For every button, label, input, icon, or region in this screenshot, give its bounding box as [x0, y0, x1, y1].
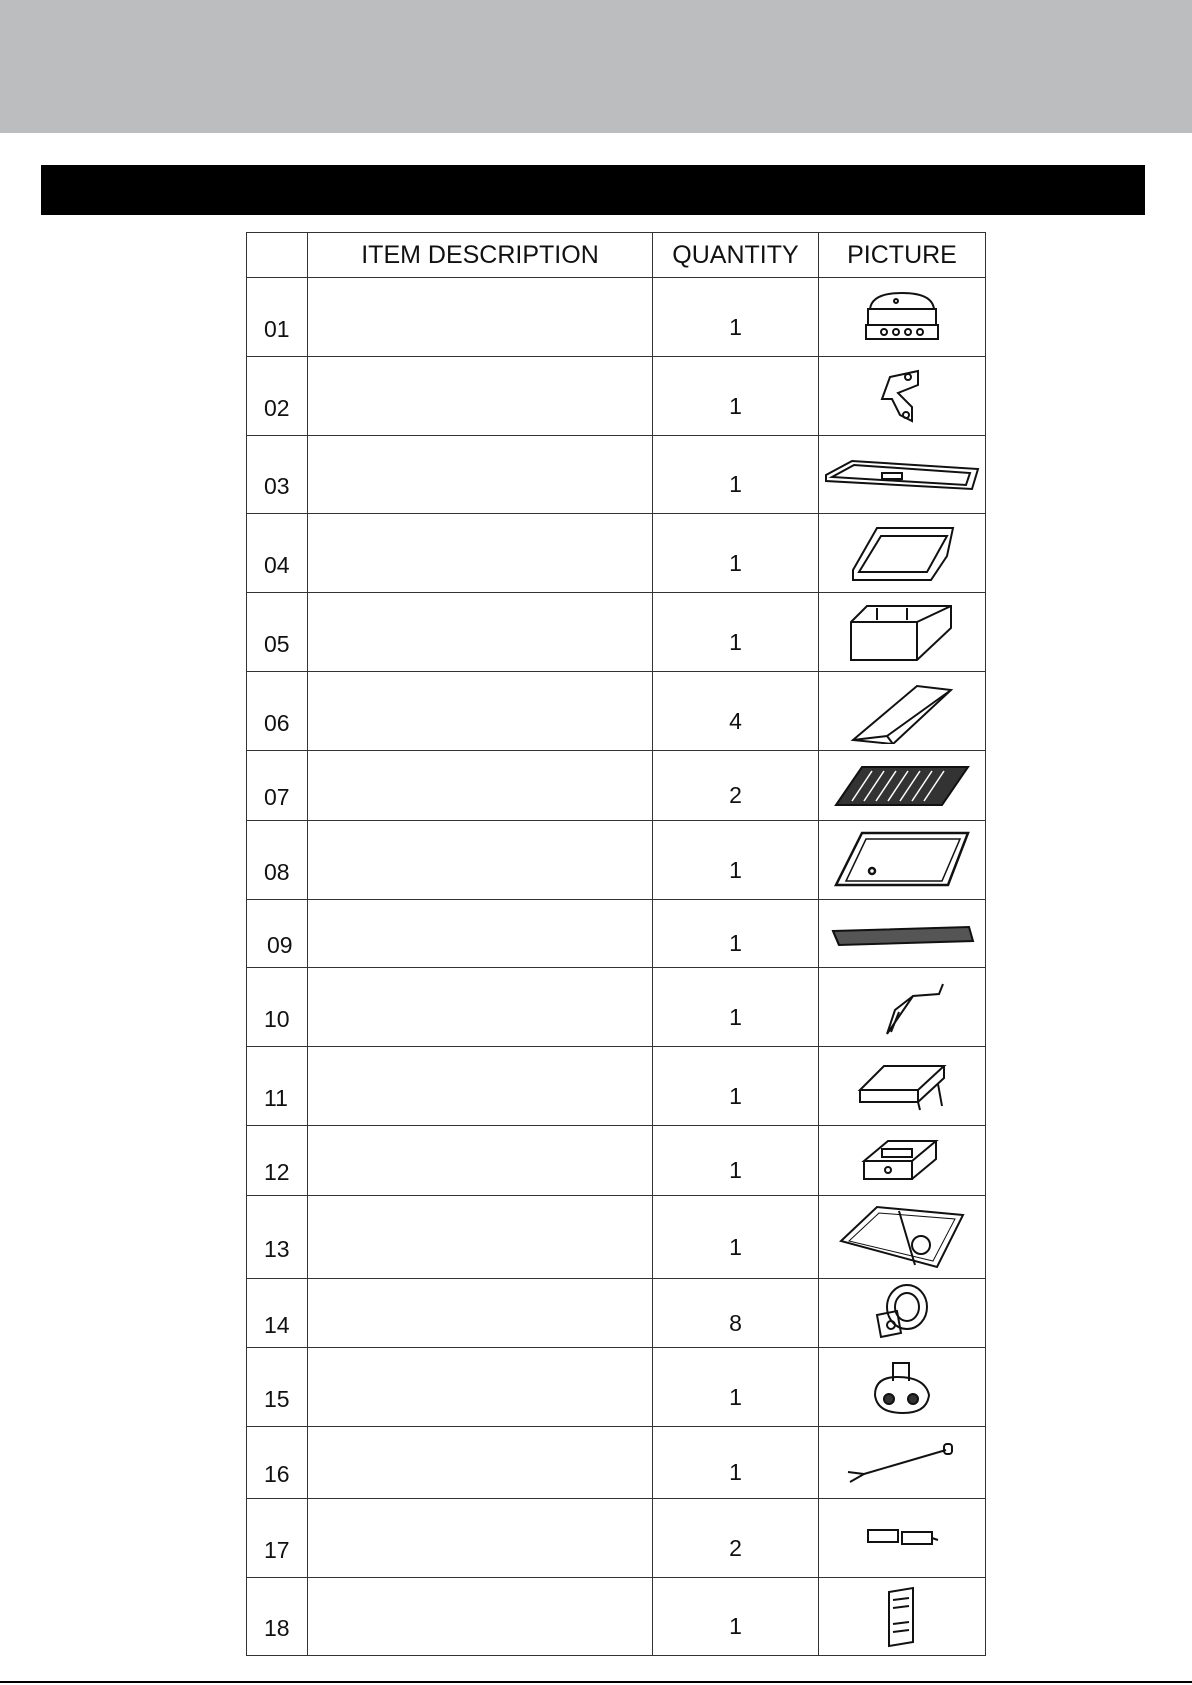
item-number: 08 — [247, 821, 308, 900]
item-number: 18 — [247, 1578, 308, 1656]
item-number: 13 — [247, 1196, 308, 1279]
item-quantity: 1 — [653, 1348, 819, 1427]
table-row — [247, 1578, 986, 1656]
flame-tamer-icon — [847, 678, 957, 744]
table-header-row — [247, 233, 986, 278]
item-quantity: 8 — [653, 1279, 819, 1348]
item-picture — [819, 1126, 986, 1196]
item-number: 04 — [247, 514, 308, 593]
side-burner-icon — [854, 1135, 950, 1187]
header-band — [0, 0, 1192, 133]
item-number: 16 — [247, 1427, 308, 1499]
manual-booklet-icon — [877, 1584, 927, 1650]
side-burner-cover-icon — [854, 1056, 950, 1116]
item-description — [308, 672, 653, 751]
item-quantity: 1 — [653, 436, 819, 514]
item-quantity: 1 — [653, 821, 819, 900]
item-quantity: 1 — [653, 1126, 819, 1196]
warming-rack-icon — [829, 917, 975, 951]
item-description — [308, 1279, 653, 1348]
control-knob-icon — [867, 1281, 937, 1345]
table-row — [247, 593, 986, 672]
table-row — [247, 436, 986, 514]
item-picture — [819, 900, 986, 968]
table-row — [247, 1196, 986, 1279]
item-picture — [819, 514, 986, 593]
item-description — [308, 821, 653, 900]
regulator-icon — [867, 1355, 937, 1419]
table-row — [247, 1279, 986, 1348]
item-quantity: 1 — [653, 1047, 819, 1126]
item-number: 05 — [247, 593, 308, 672]
grate-lifter-icon — [847, 974, 957, 1040]
item-description — [308, 1578, 653, 1656]
table-row — [247, 968, 986, 1047]
item-description — [308, 1499, 653, 1578]
item-picture — [819, 1047, 986, 1126]
header-item-description: ITEM DESCRIPTION — [308, 233, 653, 278]
table-row — [247, 1499, 986, 1578]
item-quantity: 2 — [653, 751, 819, 821]
item-quantity: 1 — [653, 593, 819, 672]
item-number: 09 — [247, 900, 308, 968]
table-row — [247, 900, 986, 968]
item-number: 15 — [247, 1348, 308, 1427]
hinge-clip-icon — [862, 1518, 942, 1558]
item-quantity: 1 — [653, 900, 819, 968]
item-picture — [819, 672, 986, 751]
item-description — [308, 968, 653, 1047]
item-picture — [819, 1499, 986, 1578]
item-number: 02 — [247, 357, 308, 436]
item-number: 11 — [247, 1047, 308, 1126]
grease-pan-icon — [847, 520, 957, 586]
item-quantity: 4 — [653, 672, 819, 751]
item-description — [308, 900, 653, 968]
header-quantity: QUANTITY — [653, 233, 819, 278]
item-number: 07 — [247, 751, 308, 821]
item-picture — [819, 751, 986, 821]
table-row — [247, 357, 986, 436]
item-description — [308, 278, 653, 357]
section-title-bar — [41, 165, 1145, 215]
rotisserie-rod-icon — [844, 1438, 960, 1488]
item-description — [308, 751, 653, 821]
item-picture — [819, 357, 986, 436]
header-picture: PICTURE — [819, 233, 986, 278]
item-quantity: 1 — [653, 514, 819, 593]
table-row — [247, 1348, 986, 1427]
item-picture — [819, 278, 986, 357]
item-description — [308, 1047, 653, 1126]
table-row — [247, 514, 986, 593]
item-quantity: 1 — [653, 278, 819, 357]
cooking-grate-icon — [832, 761, 972, 811]
item-quantity: 1 — [653, 357, 819, 436]
item-description — [308, 1196, 653, 1279]
grill-head-icon — [862, 287, 942, 347]
item-number: 01 — [247, 278, 308, 357]
table-row — [247, 672, 986, 751]
item-description — [308, 1348, 653, 1427]
item-picture — [819, 1279, 986, 1348]
item-quantity: 1 — [653, 968, 819, 1047]
item-description — [308, 436, 653, 514]
table-row — [247, 1126, 986, 1196]
griddle-plate-icon — [832, 827, 972, 893]
item-description — [308, 1126, 653, 1196]
item-description — [308, 514, 653, 593]
item-description — [308, 593, 653, 672]
drip-tray-icon — [822, 453, 982, 497]
item-number: 17 — [247, 1499, 308, 1578]
item-number: 12 — [247, 1126, 308, 1196]
table-row — [247, 1427, 986, 1499]
item-picture — [819, 968, 986, 1047]
heat-box-icon — [847, 600, 957, 664]
table-row — [247, 1047, 986, 1126]
bracket-icon — [872, 365, 932, 427]
table-row — [247, 821, 986, 900]
table-row — [247, 751, 986, 821]
item-picture — [819, 821, 986, 900]
item-quantity: 2 — [653, 1499, 819, 1578]
item-description — [308, 1427, 653, 1499]
base-frame-icon — [837, 1201, 967, 1273]
item-quantity: 1 — [653, 1196, 819, 1279]
item-quantity: 1 — [653, 1427, 819, 1499]
item-description — [308, 357, 653, 436]
table-row — [247, 278, 986, 357]
item-picture — [819, 593, 986, 672]
item-number: 10 — [247, 968, 308, 1047]
header-number — [247, 233, 308, 278]
item-picture — [819, 1348, 986, 1427]
item-picture — [819, 1196, 986, 1279]
item-number: 06 — [247, 672, 308, 751]
item-picture — [819, 1427, 986, 1499]
item-quantity: 1 — [653, 1578, 819, 1656]
parts-list-table — [246, 232, 986, 1656]
item-number: 14 — [247, 1279, 308, 1348]
item-picture — [819, 1578, 986, 1656]
item-picture — [819, 436, 986, 514]
footer-rule — [0, 1681, 1192, 1683]
item-number: 03 — [247, 436, 308, 514]
